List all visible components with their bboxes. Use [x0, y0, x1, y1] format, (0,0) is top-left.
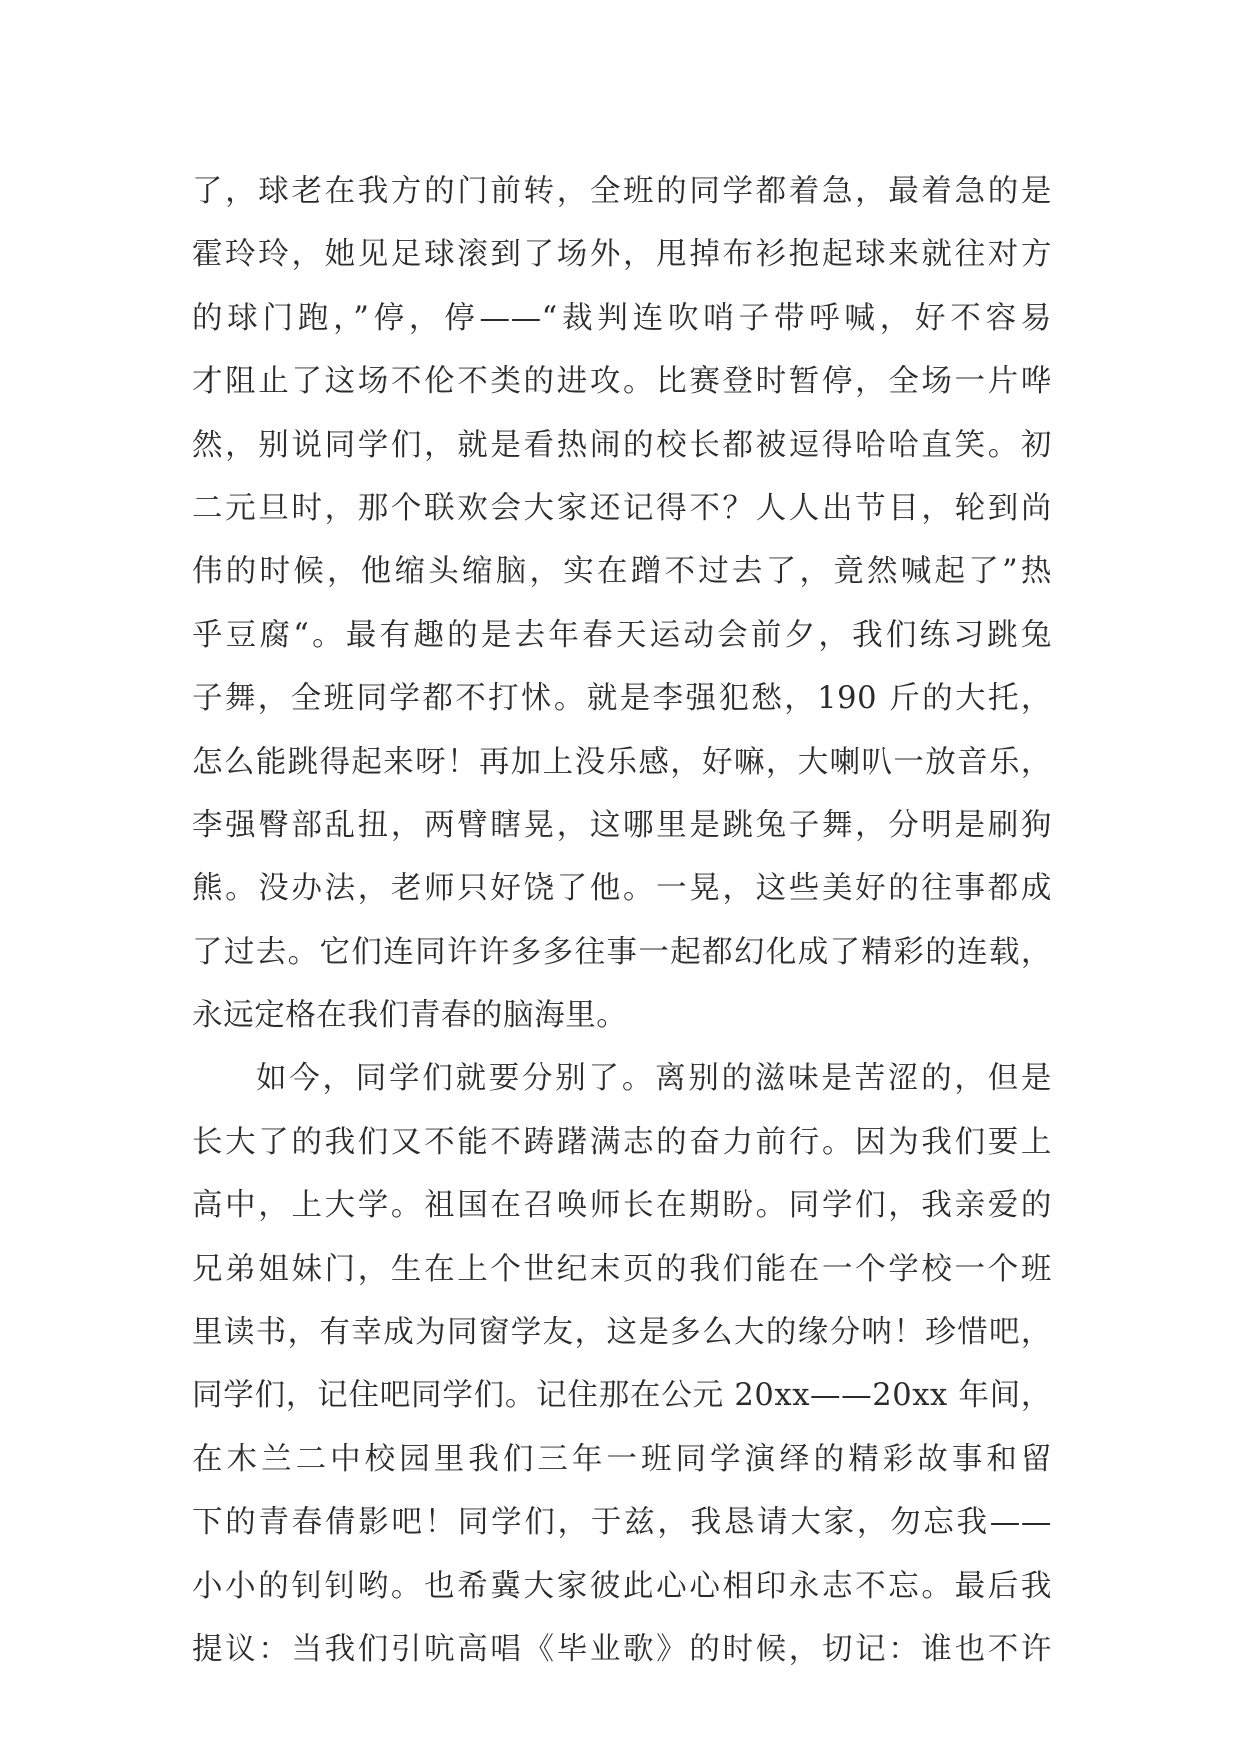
text-line: 子舞，全班同学都不打怵。就是李强犯愁，190 斤的大托， [192, 681, 1052, 717]
text-line: 了过去。它们连同许许多多往事一起都幻化成了精彩的连载， [192, 934, 1052, 970]
text-line: 然，别说同学们，就是看热闹的校长都被逗得哈哈直笑。初 [192, 427, 1052, 463]
text-line: 下的青春倩影吧！同学们，于兹，我恳请大家，勿忘我—— [192, 1505, 1052, 1541]
text-line: 同学们，记住吧同学们。记住那在公元 20xx——20xx 年间， [192, 1378, 1052, 1414]
text-line: 才阻止了这场不伦不类的进攻。比赛登时暂停，全场一片哗 [192, 364, 1052, 400]
paragraph-2 [192, 1047, 1052, 1681]
document-body [192, 160, 1052, 1681]
paragraph-1 [192, 160, 1052, 1047]
text-line: 了，球老在我方的门前转，全班的同学都着急，最着急的是 [192, 174, 1052, 209]
text-line: 二元旦时，那个联欢会大家还记得不？人人出节目，轮到尚 [192, 490, 1052, 526]
text-line: 小小的钊钊哟。也希冀大家彼此心心相印永志不忘。最后我 [192, 1568, 1052, 1604]
text-line: 永远定格在我们青春的脑海里。 [192, 998, 628, 1034]
text-line: 乎豆腐“。最有趣的是去年春天运动会前夕，我们练习跳兔 [192, 617, 1052, 653]
text-line: 兄弟姐妹门，生在上个世纪末页的我们能在一个学校一个班 [192, 1251, 1052, 1287]
text-line: 熊。没办法，老师只好饶了他。一晃，这些美好的往事都成 [192, 871, 1052, 907]
text-line: 霍玲玲，她见足球滚到了场外，甩掉布衫抱起球来就往对方 [192, 237, 1052, 273]
text-line: 的球门跑，”停，停——“裁判连吹哨子带呼喊，好不容易 [192, 300, 1052, 336]
text-line: 里读书，有幸成为同窗学友，这是多么大的缘分呐！珍惜吧， [192, 1315, 1052, 1351]
text-line: 在木兰二中校园里我们三年一班同学演绎的精彩故事和留 [192, 1441, 1052, 1477]
text-line: 高中，上大学。祖国在召唤师长在期盼。同学们，我亲爱的 [192, 1188, 1052, 1224]
text-line: 如今，同学们就要分别了。离别的滋味是苦涩的，但是 [256, 1061, 1052, 1097]
text-line: 伟的时候，他缩头缩脑，实在蹭不过去了，竟然喊起了”热 [192, 554, 1052, 590]
text-line: 提议：当我们引吭高唱《毕业歌》的时候，切记：谁也不许 [192, 1631, 1052, 1667]
text-line: 怎么能跳得起来呀！再加上没乐感，好嘛，大喇叭一放音乐， [192, 744, 1052, 780]
text-line: 长大了的我们又不能不踌躇满志的奋力前行。因为我们要上 [192, 1124, 1052, 1160]
text-line: 李强臀部乱扭，两臂瞎晃，这哪里是跳兔子舞，分明是刷狗 [192, 807, 1052, 843]
